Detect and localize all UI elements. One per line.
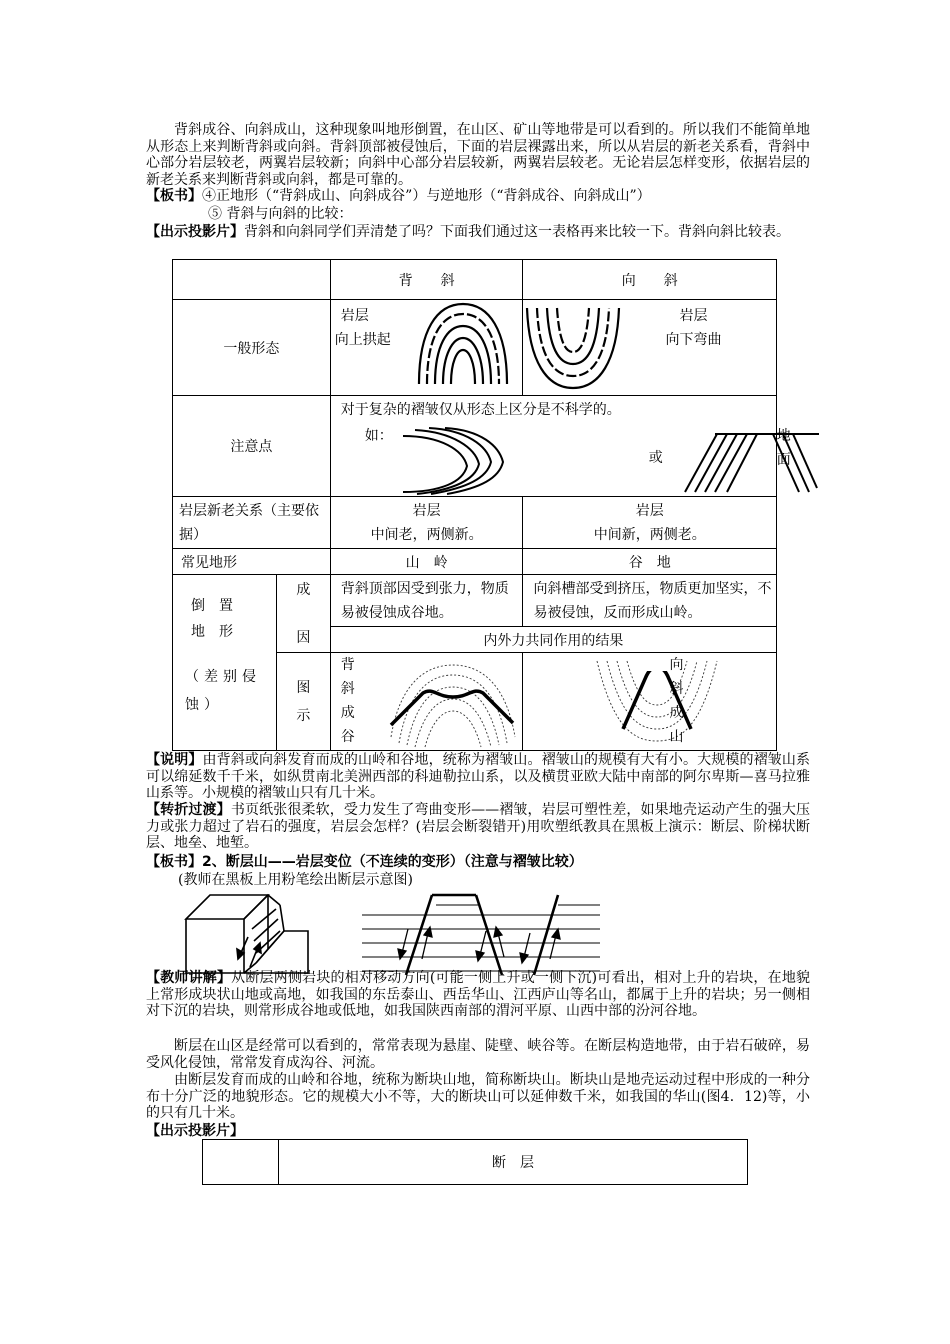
syncline-shape-sketch — [521, 302, 631, 394]
syncline-mountain-char: 山 — [669, 729, 684, 745]
anticline-cause: 背斜顶部因受到张力，物质易被侵蚀成谷地。 — [330, 575, 523, 627]
syncline-shape-line2: 向下弯曲 — [665, 332, 722, 348]
transition-text: 书页纸张很柔软，受力发生了弯曲变形——褶皱，岩层可塑性差，如果地壳运动产生的强大压力或张力超过了岩石的强度，岩层会怎样？(岩层会断裂错开)用吹塑纸教具在黑板上演示：断层、阶梯状断层、地垒、地堑。 — [146, 802, 811, 851]
anticline-valley-label — [341, 653, 355, 749]
intro-paragraph: 背斜成谷、向斜成山，这种现象叫地形倒置，在山区、矿山等地带是可以看到的。所以我们不能简单地从形态上来判断背斜或向斜。背斜顶部被侵蚀后，下面的岩层裸露出来，所以从岩层的新老关系看，背斜中心部分岩层较老，两翼岩层较新；向斜中心部分岩层较新，两翼岩层较老。无论岩层怎样变形，依据岩层的新老关系来判断背斜或向斜，都是可靠的。 — [146, 122, 810, 188]
syncline-mountain-char: 斜 — [669, 681, 684, 697]
note-tilted-layers-sketch — [679, 430, 819, 496]
inverted-line1: 倒 置 — [191, 598, 233, 614]
board-line-1 — [146, 188, 810, 205]
anticline-shape-cell — [330, 300, 523, 396]
header-anticline: 背 斜 — [330, 260, 523, 300]
anticline-valley-figure-cell — [330, 653, 523, 751]
explain-tag: 【说明】 — [146, 752, 203, 768]
lecture-paragraph-1 — [146, 970, 810, 1020]
lecture-text-1: 从断层两侧岩块的相对移动方向(可能一侧上升或一侧下沉)可看出，相对上升的岩块，在地貌上常形成块状山地或高地，如我国的东岳泰山、西岳华山、江西庐山等名山，都属于上升的岩块；另一侧相对下沉的岩块，则常形成谷地或低地，如我国陕西南部的渭河平原、山西中部的汾河谷地。 — [146, 970, 811, 1019]
projection-tag: 【出示投影片】 — [146, 224, 244, 240]
note-text: 对于复杂的褶皱仅从形态上区分是不科学的。 — [340, 402, 621, 418]
inverted-line3: （差别侵蚀） — [185, 669, 261, 713]
syncline-mountain-char: 向 — [669, 657, 684, 673]
syncline-landform: 谷 地 — [523, 549, 777, 575]
syncline-mountain-sketch — [593, 657, 733, 749]
table-corner-cell — [173, 260, 331, 300]
board2-heading — [146, 854, 810, 871]
anticline-shape-line2: 向上拱起 — [334, 332, 391, 348]
sub-figure-2: 示 — [296, 707, 311, 724]
anticline-valley-sketch — [381, 657, 521, 749]
note-such-as: 如： — [364, 428, 393, 444]
lecture-paragraph-2: 断层在山区是经常可以看到的，常常表现为悬崖、陡壁、峡谷等。在断层构造地带，由于岩石破碎，易受风化侵蚀，常常发育成沟谷、河流。 — [146, 1038, 810, 1071]
syncline-cause: 向斜槽部受到挤压，物质更加坚实，不易被侵蚀，反而形成山岭。 — [523, 575, 777, 627]
row-label-note: 注意点 — [173, 396, 331, 497]
inverted-line2: 地 形 — [191, 624, 233, 640]
board2-note: (教师在黑板上用粉笔绘出断层示意图) — [178, 872, 413, 888]
board2-text: 2、断层山——岩层变位（不连续的变形）（注意与褶皱比较） — [202, 854, 583, 870]
sub-label-figure — [276, 653, 330, 751]
row-label-landform: 常见地形 — [173, 549, 331, 575]
fault-table — [202, 1139, 748, 1185]
note-complex-fold-sketch — [401, 426, 511, 496]
explain-paragraph — [146, 752, 810, 802]
anticline-valley-char: 背 — [340, 657, 355, 673]
syncline-shape-line1: 岩层 — [679, 308, 708, 324]
note-ground: 地面 — [776, 428, 791, 468]
syncline-mountain-label — [669, 653, 683, 749]
anticline-landform: 山 岭 — [330, 549, 523, 575]
syncline-shape-cell — [523, 300, 777, 396]
anticline-age-line1: 岩层 — [412, 502, 441, 519]
board2-tag: 【板书】 — [146, 854, 202, 870]
fault-table-header: 断 层 — [279, 1140, 748, 1185]
transition-tag: 【转折过渡】 — [146, 802, 231, 818]
transition-paragraph — [146, 802, 810, 852]
row-label-age: 岩层新老关系（主要依据） — [173, 497, 331, 549]
syncline-age-cell — [523, 497, 777, 549]
row-label-shape: 一般形态 — [173, 300, 331, 396]
header-syncline: 向 斜 — [523, 260, 777, 300]
syncline-age-line1: 岩层 — [635, 502, 664, 519]
sub-cause-2: 因 — [296, 629, 311, 646]
syncline-mountain-figure-cell — [523, 653, 777, 751]
anticline-valley-char: 成 — [340, 705, 355, 721]
common-cause: 内外力共同作用的结果 — [330, 627, 776, 653]
syncline-mountain-char: 成 — [669, 705, 684, 721]
horst-graben-diagram — [362, 893, 602, 977]
explain-text: 由背斜或向斜发育而成的山岭和谷地，统称为褶皱山。褶皱山的规模有大有小。大规模的褶皱山系可以绵延数千千米，如纵贯南北美洲西部的科迪勒拉山系，以及横贯亚欧大陆中南部的阿尔卑斯—喜马拉雅山系等。小规模的褶皱山只有几十米。 — [146, 752, 811, 801]
projection-paragraph — [146, 224, 810, 241]
fault-block-diagram — [184, 893, 310, 975]
board-text: ④正地形（“背斜成山、向斜成谷”）与逆地形（“背斜成谷、向斜成山”） — [202, 188, 651, 204]
anticline-shape-sketch — [411, 302, 521, 394]
comparison-table — [172, 259, 791, 751]
sub-label-cause — [276, 575, 330, 653]
anticline-age-cell — [330, 497, 523, 549]
fault-table-corner — [203, 1140, 279, 1185]
anticline-valley-char: 斜 — [340, 681, 355, 697]
projection2-tag: 【出示投影片】 — [146, 1123, 244, 1139]
sub-figure-1: 图 — [296, 679, 311, 696]
lecture-tag: 【教师讲解】 — [146, 970, 232, 986]
anticline-age-line2: 中间老，两侧新。 — [370, 526, 483, 543]
anticline-shape-line1: 岩层 — [340, 308, 369, 324]
row-label-inverted — [173, 575, 277, 751]
syncline-age-line2: 中间新，两侧老。 — [593, 526, 706, 543]
note-cell — [330, 396, 791, 497]
board-line-2: ⑤ 背斜与向斜的比较： — [208, 206, 353, 222]
sub-cause-1: 成 — [296, 581, 311, 598]
projection-text: 背斜和向斜同学们弄清楚了吗？下面我们通过这一表格再来比较一下。背斜向斜比较表。 — [244, 224, 790, 240]
board-tag: 【板书】 — [146, 188, 202, 204]
anticline-valley-char: 谷 — [340, 729, 355, 745]
note-or: 或 — [648, 450, 663, 466]
lecture-paragraph-3: 由断层发育而成的山岭和谷地，统称为断块山地，简称断块山。断块山是地壳运动过程中形成的一种分布十分广泛的地貌形态。它的规模大小不等，大的断块山可以延伸数千米，如我国的华山(图4．12)等，小的只有几十米。 — [146, 1072, 810, 1121]
